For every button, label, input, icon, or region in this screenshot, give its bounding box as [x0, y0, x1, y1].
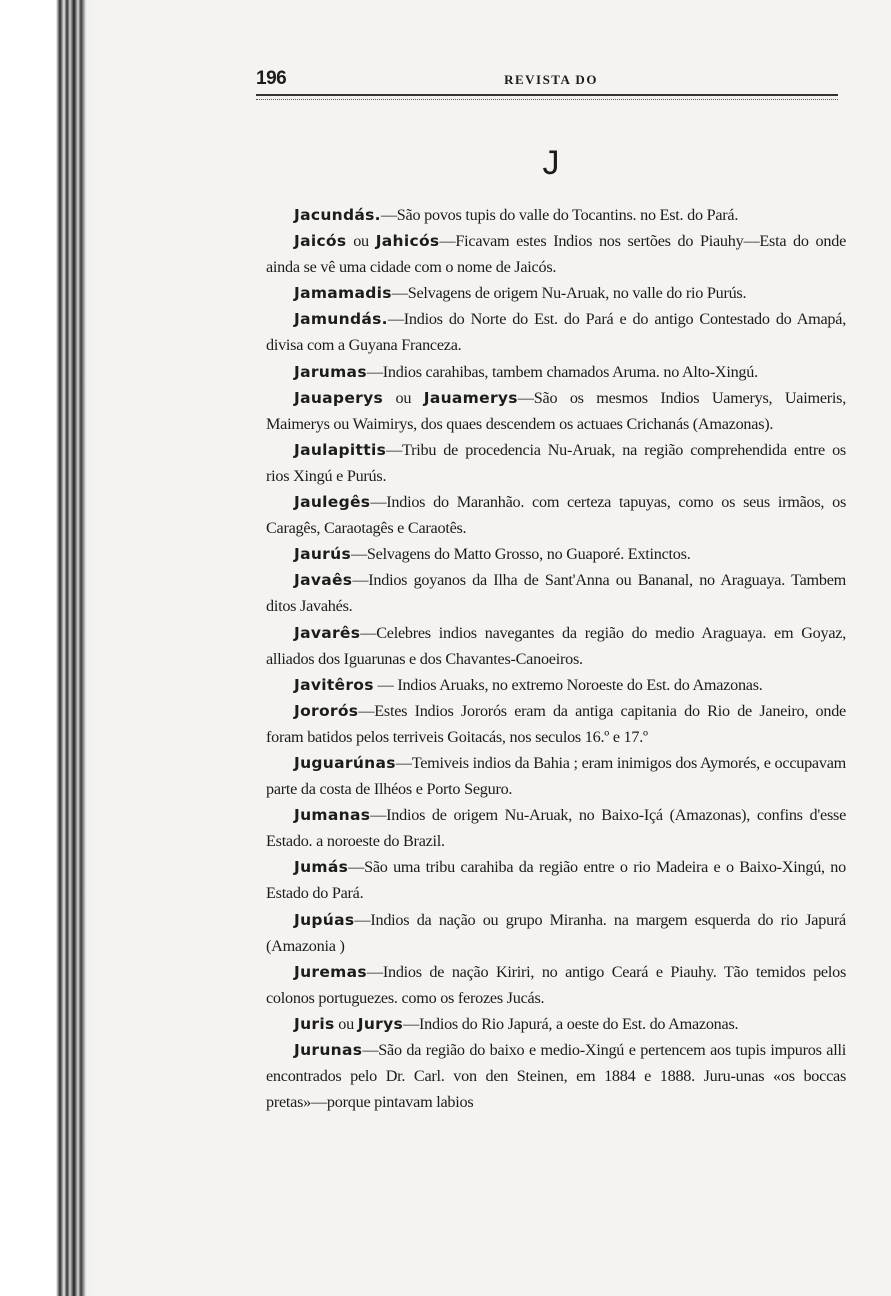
entry-definition: —Ficavam estes Indios nos sertões do Piauhy—Esta do onde ainda se vê uma cidade com o nome de Jaicós. — [266, 232, 847, 277]
entry-term: Juguarúnas — [294, 753, 396, 772]
entry-alt-term: Jauamerys — [423, 388, 518, 407]
entry-definition: —Indios do Norte do Est. do Pará e do antigo Contestado do Amapá, divisa com a Guyana Franceza. — [266, 310, 846, 355]
dictionary-entry — [266, 228, 846, 280]
entry-term: Jaurús — [294, 545, 351, 564]
entry-definition: —São os mesmos Indios Uamerys, Uaimeris, Maimerys ou Waimirys, dos quaes descendem os actuaes Crichanás (Amazonas). — [266, 388, 846, 433]
running-head: REVISTA DO — [504, 72, 598, 87]
entry-term: Jauaperys — [294, 388, 384, 407]
dictionary-entry — [266, 489, 846, 541]
dictionary-entry — [266, 698, 846, 750]
page-number: 196 — [256, 68, 287, 89]
entry-definition: —Estes Indios Jororós eram da antiga capitania do Rio de Janeiro, onde foram batidos pelos terriveis Goitacás, nos seculos 16.º e 17.º — [266, 701, 846, 746]
entry-term: Javarês — [294, 623, 361, 642]
book-binding-edge — [0, 0, 96, 1296]
dictionary-entry — [266, 306, 846, 358]
entry-definition: —Indios goyanos da Ilha de Sant'Anna ou Bananal, no Araguaya. Tambem ditos Javahés. — [266, 571, 846, 616]
entry-definition: —Celebres indios navegantes da região do medio Araguaya. em Goyaz, alliados dos Iguarunas e dos Chavantes-Canoeiros. — [266, 623, 846, 668]
entry-term: Jaicós — [294, 232, 347, 251]
dictionary-entry — [266, 672, 846, 698]
entry-definition: —Tribu de procedencia Nu-Aruak, na região comprehendida entre os rios Xingú e Purús. — [266, 440, 846, 485]
entry-term: Jurunas — [294, 1041, 363, 1059]
header-rule — [256, 94, 838, 100]
entry-term: Jupúas — [294, 910, 355, 929]
entry-connector: ou — [346, 232, 376, 251]
entry-term: Jamamadis — [294, 284, 392, 303]
entry-term: Javaês — [294, 571, 353, 590]
entry-definition: —Indios do Rio Japurá, a oeste do Est. do Amazonas. — [403, 1014, 739, 1033]
dictionary-entry — [266, 1011, 846, 1037]
dictionary-entry — [266, 802, 846, 854]
dictionary-entry — [266, 359, 846, 385]
entry-definition: —São da região do baixo e medio-Xingú e pertencem aos tupis impuros alli encontrados pelo Dr. Carl. von den Steinen, em 1884 e 1888. Juru-unas «os boccas pretas»—porque pintavam labios — [266, 1041, 846, 1112]
dictionary-entry — [266, 620, 846, 672]
book-page — [256, 62, 846, 1282]
section-letter: J — [542, 144, 560, 182]
entry-term: Jacundás. — [294, 206, 381, 224]
entry-definition: —São uma tribu carahiba da região entre o rio Madeira e o Baixo-Xingú, no Estado do Pará. — [266, 858, 846, 903]
entry-definition: —Temiveis indios da Bahia ; eram inimigos dos Aymorés, e occupavam parte da costa de Ilhéos e Porto Seguro. — [266, 753, 846, 799]
entry-term: Jarumas — [294, 362, 367, 381]
entry-definition: —Selvagens de origem Nu-Aruak, no valle do rio Purús. — [391, 284, 747, 303]
entry-term: Jaulegês — [294, 493, 371, 512]
entry-connector: ou — [383, 388, 424, 407]
dictionary-entry — [266, 541, 846, 567]
entry-definition: —Indios de origem Nu-Aruak, no Baixo-Içá (Amazonas), confins d'esse Estado. a noroeste do Brazil. — [266, 806, 846, 851]
entry-definition: —Indios da nação ou grupo Miranha. na margem esquerda do rio Japurá (Amazonia ) — [266, 910, 846, 955]
entry-term: Jumás — [294, 858, 349, 877]
entry-term: Juremas — [294, 962, 367, 981]
dictionary-entry — [266, 437, 846, 489]
entry-term: Jumanas — [294, 806, 371, 825]
dictionary-entry — [266, 907, 846, 959]
entry-definition: —São povos tupis do valle do Tocantins. no Est. do Pará. — [380, 206, 739, 224]
entry-definition: —Indios carahibas, tambem chamados Aruma. no Alto-Xingú. — [366, 362, 758, 381]
dictionary-entry — [266, 567, 846, 619]
dictionary-entry — [266, 280, 846, 306]
entry-definition: —Selvagens do Matto Grosso, no Guaporé. Extinctos. — [350, 545, 691, 564]
entry-term: Juris — [294, 1014, 335, 1033]
entry-term: Jamundás. — [294, 310, 388, 329]
entry-term: Javitêros — [294, 675, 374, 694]
dictionary-entry — [266, 750, 846, 802]
dictionary-entry — [266, 959, 846, 1011]
entry-definition: — Indios Aruaks, no extremo Noroeste do Est. do Amazonas. — [373, 675, 763, 694]
dictionary-entries — [266, 202, 846, 1115]
entry-term: Jororós — [294, 701, 359, 720]
dictionary-entry — [266, 385, 846, 437]
page-header — [256, 62, 846, 92]
entry-connector: ou — [334, 1014, 358, 1033]
entry-definition: —Indios do Maranhão. com certeza tapuyas, como os seus irmãos, os Caragês, Caraotagês e Caraotês. — [266, 493, 846, 538]
dictionary-entry — [266, 1037, 846, 1115]
entry-term: Jaulapittis — [294, 440, 387, 459]
dictionary-entry — [266, 202, 846, 228]
entry-definition: —Indios de nação Kiriri, no antigo Ceará e Piauhy. Tão temidos pelos colonos portuguezes. como os ferozes Jucás. — [266, 962, 846, 1007]
dictionary-entry — [266, 854, 846, 906]
entry-alt-term: Jahicós — [375, 232, 440, 251]
entry-alt-term: Jurys — [357, 1014, 404, 1033]
